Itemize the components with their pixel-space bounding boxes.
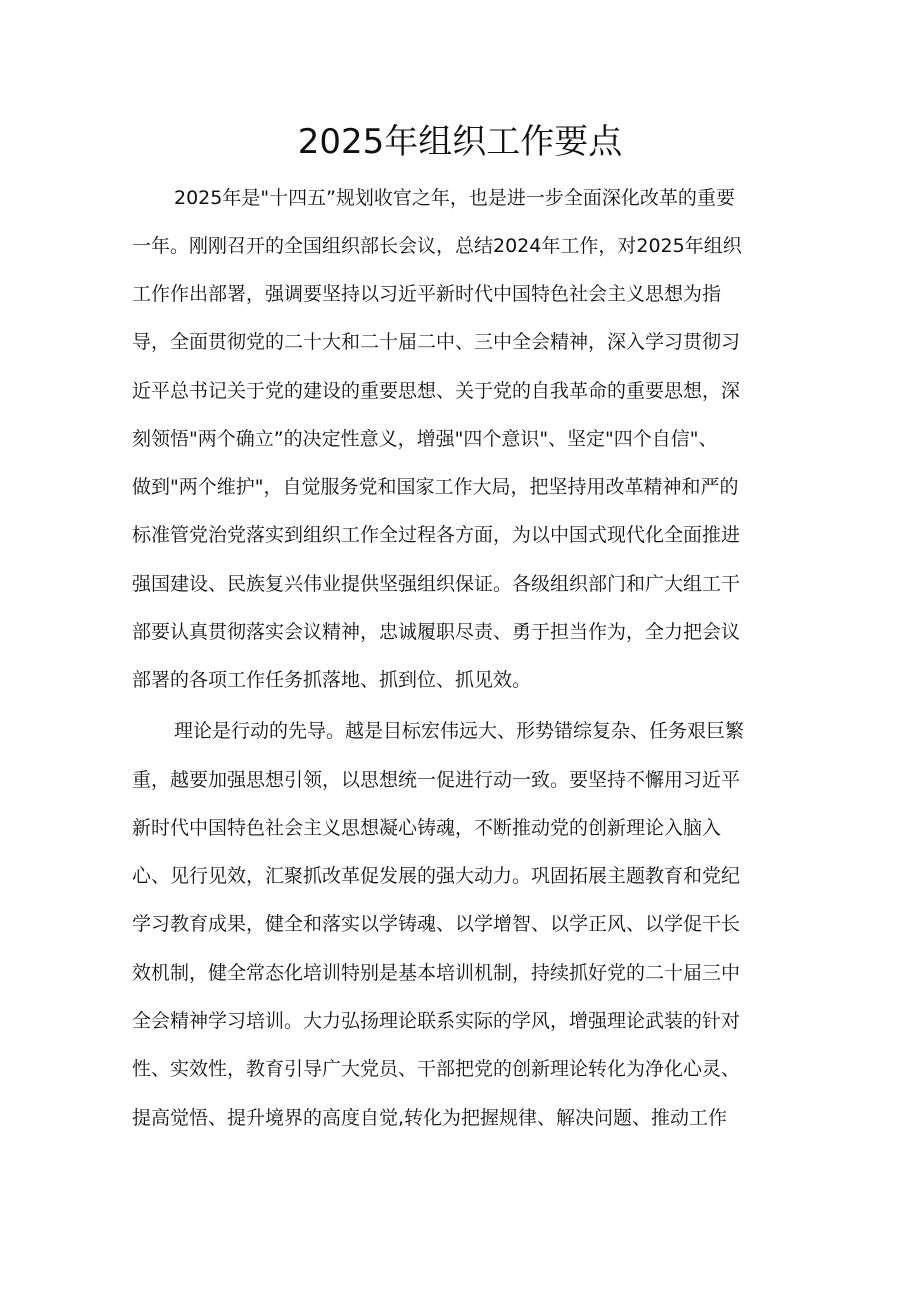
document-title: 2025年组织工作要点 (297, 122, 623, 162)
paragraph-line: 近平总书记关于党的建设的重要思想、关于党的自我革命的重要思想，深 (132, 380, 741, 402)
paragraph-line: 重，越要加强思想引领，以思想统一促进行动一致。要坚持不懈用习近平 (132, 769, 741, 791)
paragraph-line: 学习教育成果，健全和落实以学铸魂、以学增智、以学正风、以学促干长 (132, 913, 741, 935)
paragraph-line: 导，全面贯彻党的二十大和二十届二中、三中全会精神，深入学习贯彻习 (132, 331, 741, 353)
paragraph-line: 理论是行动的先导。越是目标宏伟远大、形势错综复杂、任务艰巨繁 (174, 720, 745, 742)
paragraph-line: 标准管党治党落实到组织工作全过程各方面，为以中国式现代化全面推进 (132, 524, 741, 546)
paragraph-line: 做到"两个维护"，自觉服务党和国家工作大局，把坚持用改革精神和严的 (132, 476, 739, 498)
paragraph-line: 提高觉悟、提升境界的高度自觉,转化为把握规律、解决问题、推动工作 (132, 1107, 728, 1129)
paragraph-line: 部要认真贯彻落实会议精神，忠诚履职尽责、勇于担当作为，全力把会议 (132, 621, 741, 643)
paragraph-line: 工作作出部署，强调要坚持以习近平新时代中国特色社会主义思想为指 (132, 283, 722, 305)
paragraph-line: 全会精神学习培训。大力弘扬理论联系实际的学风，增强理论武装的针对 (132, 1010, 741, 1032)
paragraph-line: 新时代中国特色社会主义思想凝心铸魂，不断推动党的创新理论入脑入 (132, 817, 722, 839)
paragraph-line: 刻领悟"两个确立”的决定性意义，增强"四个意识"、坚定"四个自信"、 (132, 428, 718, 450)
paragraph-line: 心、见行见效，汇聚抓改革促发展的强大动力。巩固拓展主题教育和党纪 (132, 865, 741, 887)
paragraph-line: 效机制，健全常态化培训特别是基本培训机制，持续抓好党的二十届三中 (132, 962, 741, 984)
paragraph-line: 一年。刚刚召开的全国组织部长会议，总结2024年工作，对2025年组织 (132, 235, 742, 257)
paragraph-line: 部署的各项工作任务抓落地、抓到位、抓见效。 (132, 669, 532, 691)
paragraph-line: 性、实效性，教育引导广大党员、干部把党的创新理论转化为净化心灵、 (132, 1058, 741, 1080)
paragraph-line: 强国建设、民族复兴伟业提供坚强组织保证。各级组织部门和广大组工干 (132, 573, 741, 595)
paragraph-line: 2025年是"十四五”规划收官之年，也是进一步全面深化改革的重要 (174, 187, 735, 209)
